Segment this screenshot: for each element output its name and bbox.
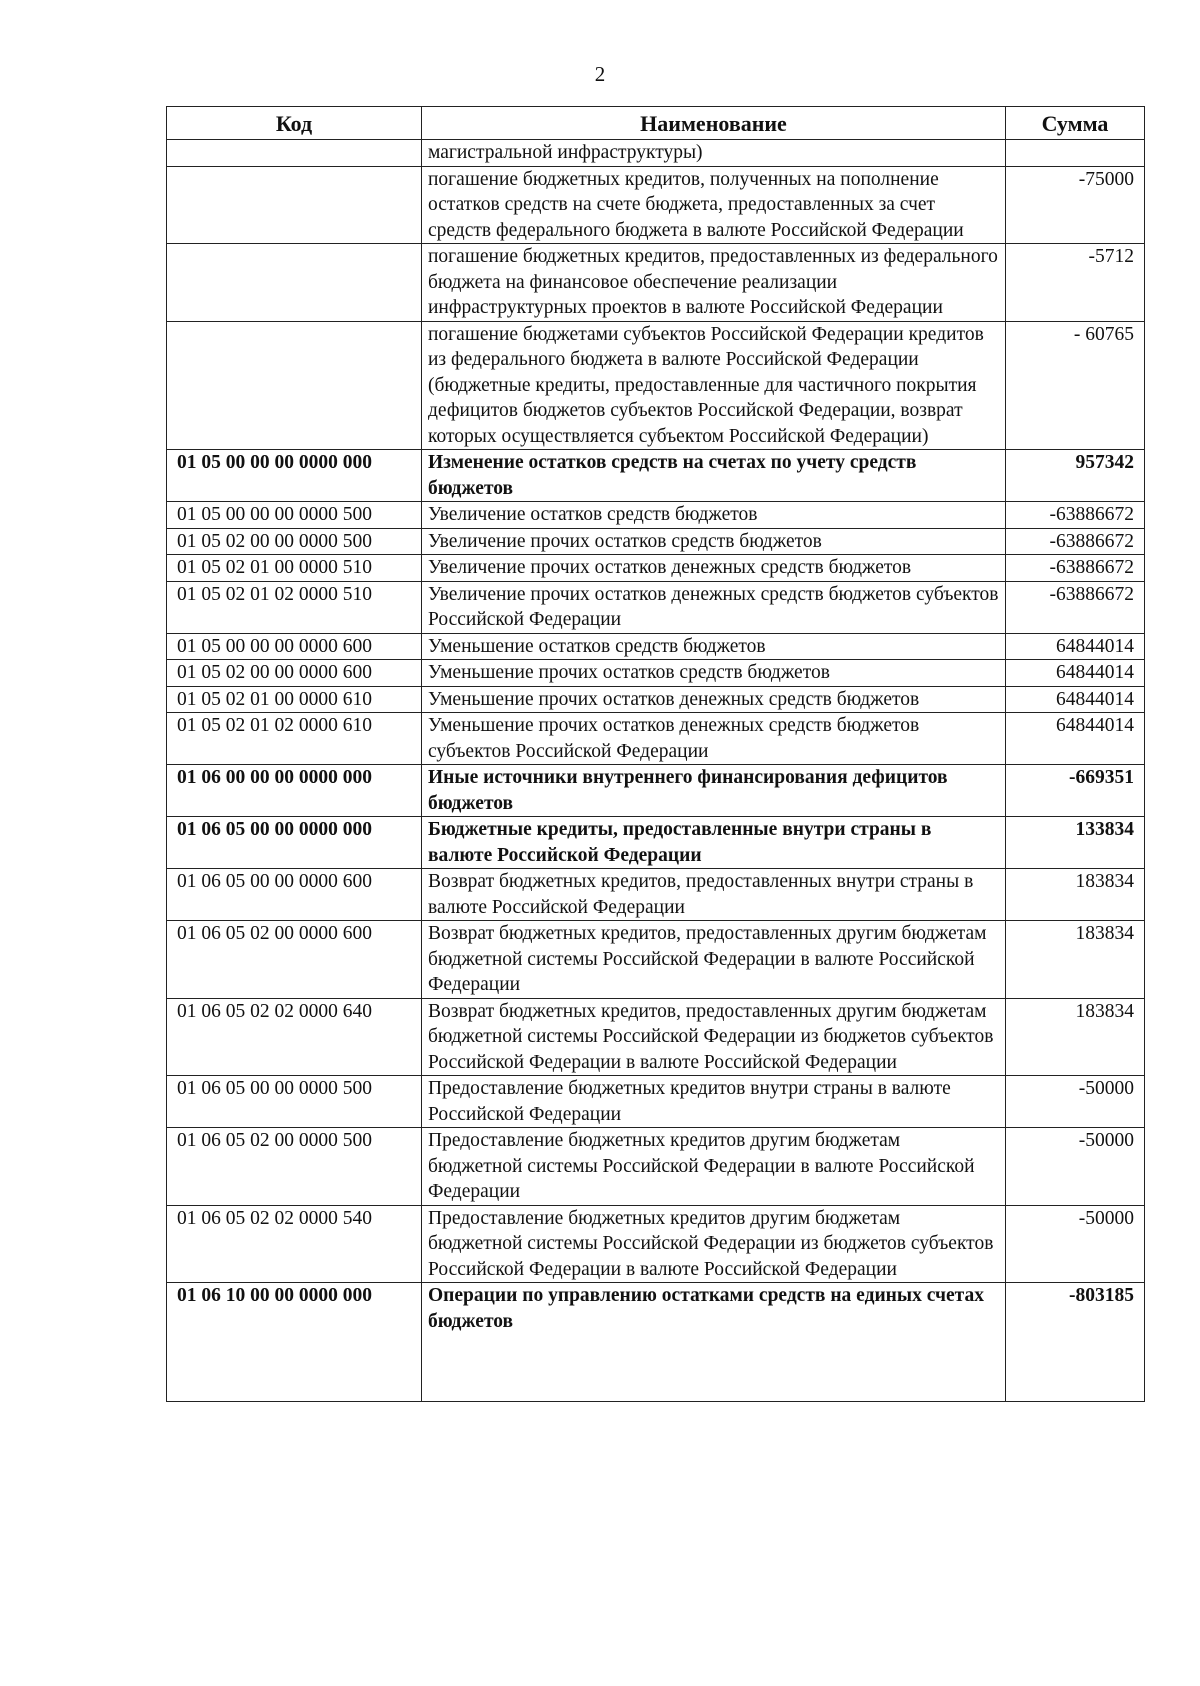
row-sum: 64844014 [1006,686,1145,713]
row-name: Возврат бюджетных кредитов, предоставленных другим бюджетам бюджетной системы Российской Федерации в валюте Российской Федерации [422,921,1006,999]
table-row [167,765,1145,817]
row-sum: 183834 [1006,921,1145,999]
header-row [167,107,1145,140]
row-code: 01 06 05 00 00 0000 500 [167,1076,422,1128]
row-name: Увеличение прочих остатков денежных средств бюджетов субъектов Российской Федерации [422,581,1006,633]
row-sum: 133834 [1006,817,1145,869]
row-sum: 183834 [1006,998,1145,1076]
row-code: 01 05 02 00 00 0000 600 [167,660,422,687]
row-name: Увеличение прочих остатков денежных средств бюджетов [422,555,1006,582]
table-row [167,244,1145,322]
page-number: 2 [594,62,606,86]
sources-table [166,106,1144,1402]
budget-table [166,106,1145,1402]
row-name: Уменьшение прочих остатков средств бюджетов [422,660,1006,687]
row-name: Уменьшение прочих остатков денежных средств бюджетов [422,686,1006,713]
row-name: магистральной инфраструктуры) [422,140,1006,167]
table-row [167,686,1145,713]
table-row [167,166,1145,244]
row-name: Возврат бюджетных кредитов, предоставленных внутри страны в валюте Российской Федерации [422,869,1006,921]
row-name: погашение бюджетных кредитов, полученных на пополнение остатков средств на счете бюджета, предоставленных за счет средств федерального бюджета в валюте Российской Федерации [422,166,1006,244]
table-row [167,1076,1145,1128]
table-body [167,140,1145,1402]
row-sum: 957342 [1006,450,1145,502]
row-name: Предоставление бюджетных кредитов внутри страны в валюте Российской Федерации [422,1076,1006,1128]
row-code: 01 05 00 00 00 0000 600 [167,633,422,660]
table-row [167,581,1145,633]
row-sum: 183834 [1006,869,1145,921]
row-code: 01 05 02 01 00 0000 610 [167,686,422,713]
row-code: 01 06 10 00 00 0000 000 [167,1283,422,1402]
row-sum: -50000 [1006,1076,1145,1128]
table-row [167,633,1145,660]
row-name: Бюджетные кредиты, предоставленные внутри страны в валюте Российской Федерации [422,817,1006,869]
table-row [167,1128,1145,1206]
row-name: Предоставление бюджетных кредитов другим бюджетам бюджетной системы Российской Федерации в валюте Российской Федерации [422,1128,1006,1206]
row-code [167,140,422,167]
table-row [167,321,1145,450]
row-sum: - 60765 [1006,321,1145,450]
row-sum: -669351 [1006,765,1145,817]
table-row [167,1283,1145,1402]
header-code: Код [167,107,422,140]
row-code: 01 06 05 00 00 0000 000 [167,817,422,869]
header-name: Наименование [422,107,1006,140]
table-row [167,998,1145,1076]
row-sum: -50000 [1006,1205,1145,1283]
table-row [167,528,1145,555]
row-sum: 64844014 [1006,713,1145,765]
row-code: 01 06 05 00 00 0000 600 [167,869,422,921]
row-sum: -803185 [1006,1283,1145,1402]
row-code: 01 06 05 02 00 0000 500 [167,1128,422,1206]
row-code: 01 06 05 02 00 0000 600 [167,921,422,999]
row-sum: 64844014 [1006,660,1145,687]
row-code [167,321,422,450]
row-name: погашение бюджетных кредитов, предоставленных из федерального бюджета на финансовое обеспечение реализации инфраструктурных проектов в валюте Российской Федерации [422,244,1006,322]
row-name: Увеличение прочих остатков средств бюджетов [422,528,1006,555]
table-row [167,140,1145,167]
row-name: Увеличение остатков средств бюджетов [422,502,1006,529]
row-name: Иные источники внутреннего финансирования дефицитов бюджетов [422,765,1006,817]
row-code: 01 05 02 01 02 0000 610 [167,713,422,765]
row-sum: -75000 [1006,166,1145,244]
table-row [167,921,1145,999]
row-code: 01 05 00 00 00 0000 500 [167,502,422,529]
table-row [167,660,1145,687]
row-code: 01 05 02 01 00 0000 510 [167,555,422,582]
header-sum: Сумма [1006,107,1145,140]
row-sum: 64844014 [1006,633,1145,660]
row-sum: -5712 [1006,244,1145,322]
row-code: 01 06 00 00 00 0000 000 [167,765,422,817]
row-name: Изменение остатков средств на счетах по учету средств бюджетов [422,450,1006,502]
row-sum [1006,140,1145,167]
row-sum: -63886672 [1006,555,1145,582]
row-code: 01 05 02 00 00 0000 500 [167,528,422,555]
row-code [167,244,422,322]
row-code: 01 05 00 00 00 0000 000 [167,450,422,502]
row-code: 01 06 05 02 02 0000 640 [167,998,422,1076]
row-sum: -50000 [1006,1128,1145,1206]
row-name: Предоставление бюджетных кредитов другим бюджетам бюджетной системы Российской Федерации из бюджетов субъектов Российской Федерации в валюте Российской Федерации [422,1205,1006,1283]
table-row [167,502,1145,529]
row-code: 01 05 02 01 02 0000 510 [167,581,422,633]
table-row [167,555,1145,582]
row-code [167,166,422,244]
row-name: Операции по управлению остатками средств на единых счетах бюджетов [422,1283,1006,1402]
table-row [167,450,1145,502]
table-row [167,713,1145,765]
table-row [167,869,1145,921]
row-sum: -63886672 [1006,528,1145,555]
row-sum: -63886672 [1006,581,1145,633]
row-name: погашение бюджетами субъектов Российской Федерации кредитов из федерального бюджета в валюте Российской Федерации (бюджетные кредиты, предоставленные для частичного покрытия дефицитов бюджетов субъектов Российской Федерации, возврат которых осуществляется субъектом Российской Федерации) [422,321,1006,450]
row-code: 01 06 05 02 02 0000 540 [167,1205,422,1283]
row-name: Уменьшение прочих остатков денежных средств бюджетов субъектов Российской Федерации [422,713,1006,765]
table-row [167,1205,1145,1283]
row-name: Возврат бюджетных кредитов, предоставленных другим бюджетам бюджетной системы Российской Федерации из бюджетов субъектов Российской Федерации в валюте Российской Федерации [422,998,1006,1076]
table-row [167,817,1145,869]
row-sum: -63886672 [1006,502,1145,529]
row-name: Уменьшение остатков средств бюджетов [422,633,1006,660]
